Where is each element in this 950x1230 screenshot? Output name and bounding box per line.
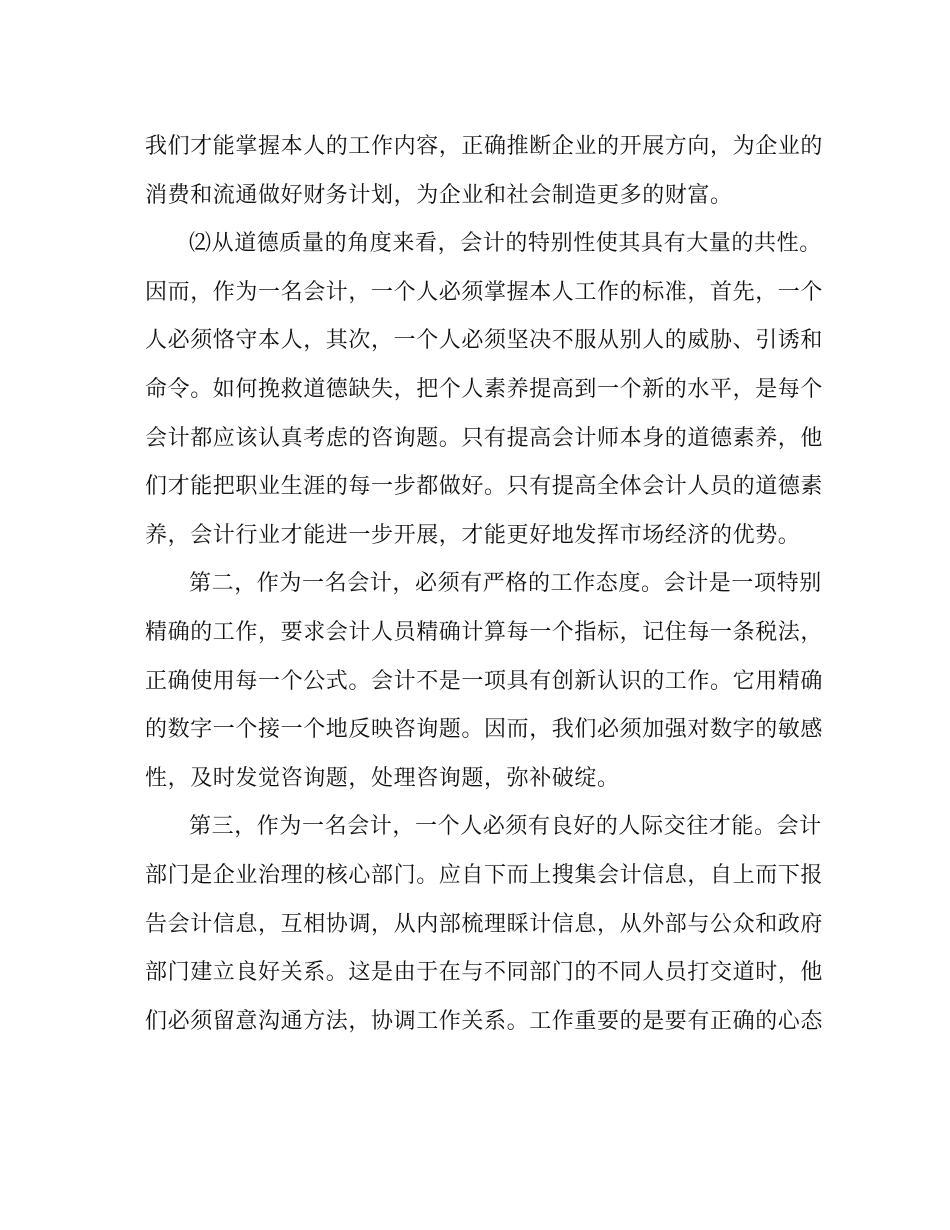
text-line: 部门建立良好关系。这是由于在与不同部门的不同人员打交道时，他 — [145, 960, 824, 986]
text-line: 正确使用每一个公式。会计不是一项具有创新认识的工作。它用精确 — [145, 668, 824, 694]
paragraph-start-line: ⑵从道德质量的角度来看，会计的特别性使其具有大量的共性。 — [189, 231, 822, 257]
paragraph-start-line: 第三，作为一名会计，一个人必须有良好的人际交往才能。会计 — [189, 814, 822, 840]
text-line: 养，会计行业才能进一步开展，才能更好地发挥市场经济的优势。 — [145, 522, 801, 548]
text-line: 们才能把职业生涯的每一步都做好。只有提高全体会计人员的道德素 — [145, 474, 824, 500]
text-line: 告会计信息，互相协调，从内部梳理睬计信息，从外部与公众和政府 — [145, 911, 824, 937]
text-line: 因而，作为一名会计，一个人必须掌握本人工作的标准，首先，一个 — [145, 279, 824, 305]
text-line: 们必须留意沟通方法，协调工作关系。工作重要的是要有正确的心态 — [145, 1008, 824, 1034]
paragraph-start-line: 第二，作为一名会计，必须有严格的工作态度。会计是一项特别 — [189, 571, 822, 597]
text-line: 我们才能掌握本人的工作内容，正确推断企业的开展方向，为企业的 — [145, 134, 824, 159]
text-line: 会计都应该认真考虑的咨询题。只有提高会计师本身的道德素养，他 — [145, 425, 824, 451]
text-line: 的数字一个接一个地反映咨询题。因而，我们必须加强对数字的敏感 — [145, 717, 824, 743]
text-line: 性，及时发觉咨询题，处理咨询题，弥补破绽。 — [145, 765, 620, 791]
text-line: 精确的工作，要求会计人员精确计算每一个指标，记住每一条税法， — [145, 619, 824, 645]
text-line: 命令。如何挽救道德缺失，把个人素养提高到一个新的水平，是每个 — [145, 376, 824, 402]
text-line: 部门是企业治理的核心部门。应自下而上搜集会计信息，自上而下报 — [145, 862, 824, 888]
text-line: 人必须恪守本人，其次，一个人必须坚决不服从别人的威胁、引诱和 — [145, 328, 824, 354]
document-body — [145, 123, 824, 1046]
text-line: 消费和流通做好财务计划，为企业和社会制造更多的财富。 — [145, 182, 733, 208]
